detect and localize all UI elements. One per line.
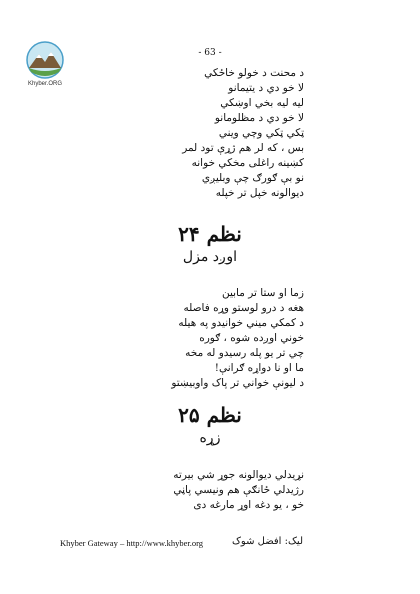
verse-line: خو ، يو دغه اوړ مارغه دی xyxy=(193,499,304,511)
poem-24-title: نظم ۲۴ xyxy=(178,222,242,246)
verse-line: زما او ستا تر مابين xyxy=(221,287,304,299)
verse-line: ټکي ټکي وچي ويني xyxy=(218,127,304,139)
mountain-globe-icon xyxy=(25,40,65,80)
poem-24-body xyxy=(171,286,304,391)
logo-text: Khyber.ORG xyxy=(27,81,62,87)
verse-line: چي تر يو پله رسيدو له مخه xyxy=(185,347,304,359)
poem-1-tail xyxy=(182,66,304,201)
poem-25-body xyxy=(173,468,304,513)
verse-line: کښينه راغلی مخکي خوانه xyxy=(191,157,304,169)
verse-line: رژيدلي ځانګې هم ونيسي پاڼي xyxy=(173,484,304,496)
poem-25-title: نظم ۲۵ xyxy=(178,403,242,427)
verse-line: خوني اوږده شوه ، ګوره xyxy=(199,332,304,344)
verse-line: بس ، که لر هم ژړې تود لمر xyxy=(182,142,304,154)
verse-line: د ليونې خواني تر پاک واوبيښتو xyxy=(171,377,304,389)
verse-line: لا خو دي د مظلومانو xyxy=(214,112,304,124)
verse-line: ديوالونه خپل تر خپله xyxy=(215,187,304,199)
verse-line: لا خو دي د يتيمانو xyxy=(228,82,304,94)
poem-24-subtitle: اوږد مزل xyxy=(182,249,238,265)
verse-line: هغه د درو لوستو وړه فاصله xyxy=(183,302,304,314)
verse-line: نو بې ګورګ چې وبليږي xyxy=(201,172,304,184)
verse-line: ما او نا دواړه ګرانې! xyxy=(214,362,304,374)
footer-author: ليک: افضل شوک xyxy=(231,536,303,547)
poem-25-subtitle: زړه xyxy=(199,430,221,446)
verse-line: د کمکي ميني خوانيدو په هيله xyxy=(178,317,304,329)
verse-line: نړيدلي ديوالونه جوړ شي بيرته xyxy=(173,469,304,481)
verse-line: ليه ليه بخي اوښکي xyxy=(220,97,304,109)
page-number: - 63 - xyxy=(198,48,222,58)
verse-line: د محنت د خولو خاځکي xyxy=(204,67,304,79)
footer-site-link[interactable]: Khyber Gateway – http://www.khyber.org xyxy=(60,538,204,548)
